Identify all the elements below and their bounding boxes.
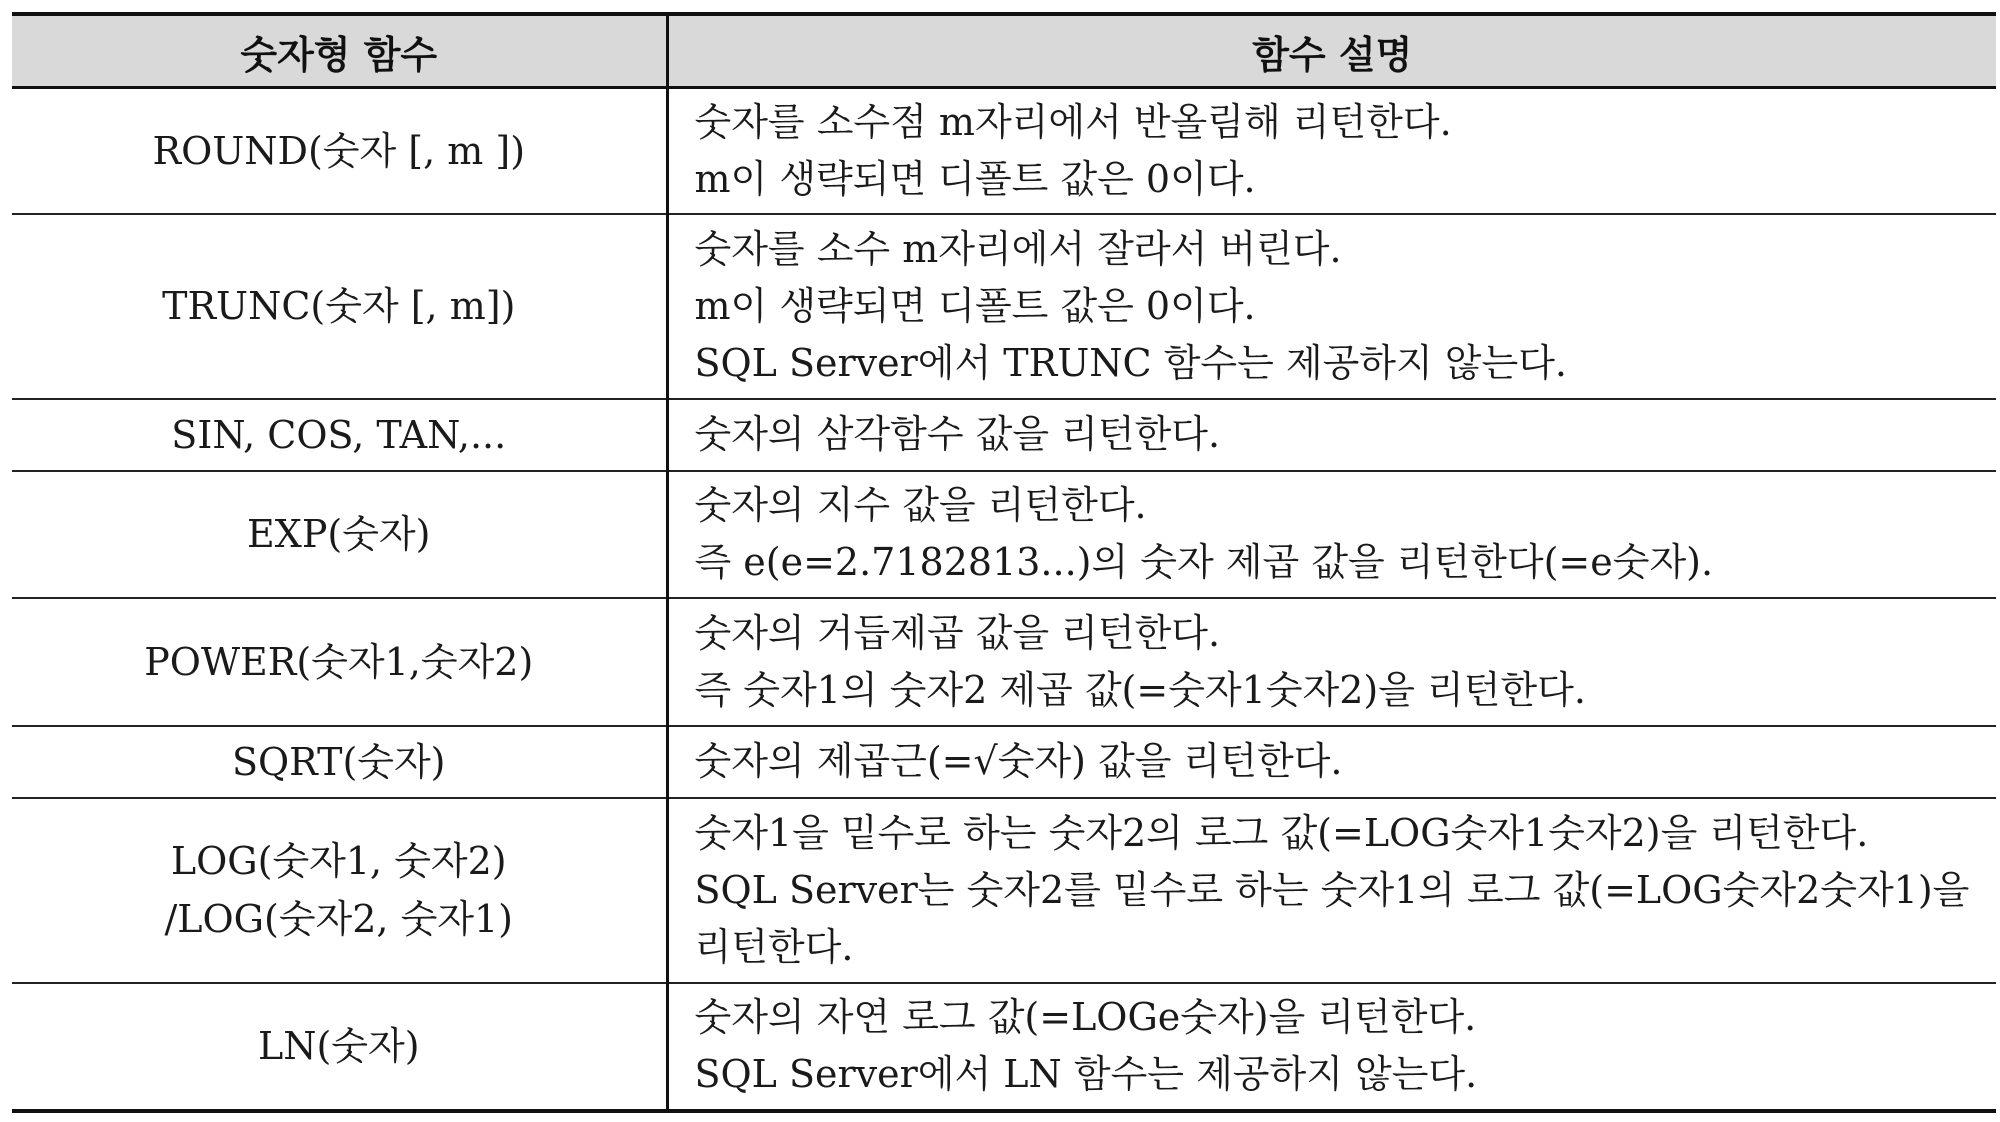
table-row xyxy=(12,471,1996,598)
table-body xyxy=(12,88,1996,1111)
table-row xyxy=(12,598,1996,726)
description-cell xyxy=(667,399,1996,471)
function-cell xyxy=(12,471,667,598)
numeric-functions-table-container xyxy=(12,12,1996,1113)
description-cell xyxy=(667,798,1996,983)
header-row xyxy=(12,14,1996,88)
function-name: EXP(숫자) xyxy=(247,512,431,556)
function-cell xyxy=(12,798,667,983)
function-name: LOG(숫자1, 숫자2) xyxy=(170,839,507,883)
description-line: 숫자의 삼각함수 값을 리턴한다. xyxy=(694,412,1221,456)
description-line: 숫자를 소수 m자리에서 잘라서 버린다. xyxy=(694,226,1342,271)
header-function: 숫자형 함수 xyxy=(12,14,667,88)
description-line: 숫자를 소수점 m자리에서 반올림해 리턴한다. xyxy=(694,99,1452,144)
table-row xyxy=(12,726,1996,798)
description-line: m이 생략되면 디폴트 값은 0이다. xyxy=(694,156,1256,201)
function-cell xyxy=(12,983,667,1111)
description-cell xyxy=(667,598,1996,726)
description-line: 숫자의 제곱근(=√숫자) 값을 리턴한다. xyxy=(694,739,1343,783)
function-cell xyxy=(12,214,667,399)
function-cell xyxy=(12,399,667,471)
description-cell xyxy=(667,471,1996,598)
table-header xyxy=(12,14,1996,88)
description-cell xyxy=(667,983,1996,1111)
numeric-functions-table xyxy=(12,12,1996,1113)
description-cell xyxy=(667,726,1996,798)
description-line: 숫자의 지수 값을 리턴한다. xyxy=(694,483,1147,527)
function-cell xyxy=(12,598,667,726)
table-row xyxy=(12,399,1996,471)
description-line: m이 생략되면 디폴트 값은 0이다. xyxy=(694,283,1256,328)
description-line: SQL Server에서 LN 함수는 제공하지 않는다. xyxy=(694,1052,1478,1096)
function-name: /LOG(숫자2, 숫자1) xyxy=(164,897,514,941)
header-description: 함수 설명 xyxy=(667,14,1996,88)
function-name: SQRT(숫자) xyxy=(231,739,446,784)
table-row xyxy=(12,798,1996,983)
description-cell xyxy=(667,88,1996,214)
description-cell xyxy=(667,214,1996,399)
table-row xyxy=(12,983,1996,1111)
function-cell xyxy=(12,726,667,798)
description-line: SQL Server에서 TRUNC 함수는 제공하지 않는다. xyxy=(694,340,1568,385)
function-name: ROUND(숫자 [, m ]) xyxy=(152,128,526,173)
function-cell xyxy=(12,88,667,214)
function-name: SIN, COS, TAN,... xyxy=(171,412,507,457)
description-line: 리턴한다. xyxy=(694,924,854,969)
description-line: 숫자1을 밑수로 하는 숫자2의 로그 값(=LOG숫자1숫자2)을 리턴한다. xyxy=(694,810,1869,855)
function-name: LN(숫자) xyxy=(257,1024,420,1068)
table-row xyxy=(12,88,1996,214)
description-line: 숫자의 거듭제곱 값을 리턴한다. xyxy=(694,610,1221,655)
function-name: TRUNC(숫자 [, m]) xyxy=(162,284,516,328)
function-name: POWER(숫자1,숫자2) xyxy=(144,639,534,684)
description-line: 즉 e(e=2.7182813...)의 숫자 제곱 값을 리턴한다(=e숫자). xyxy=(694,540,1714,584)
description-line: SQL Server는 숫자2를 밑수로 하는 숫자1의 로그 값(=LOG숫자2숫자1)을 xyxy=(694,867,1970,912)
description-line: 숫자의 자연 로그 값(=LOGe숫자)을 리턴한다. xyxy=(694,995,1477,1039)
description-line: 즉 숫자1의 숫자2 제곱 값(=숫자1숫자2)을 리턴한다. xyxy=(694,667,1586,712)
table-row xyxy=(12,214,1996,399)
